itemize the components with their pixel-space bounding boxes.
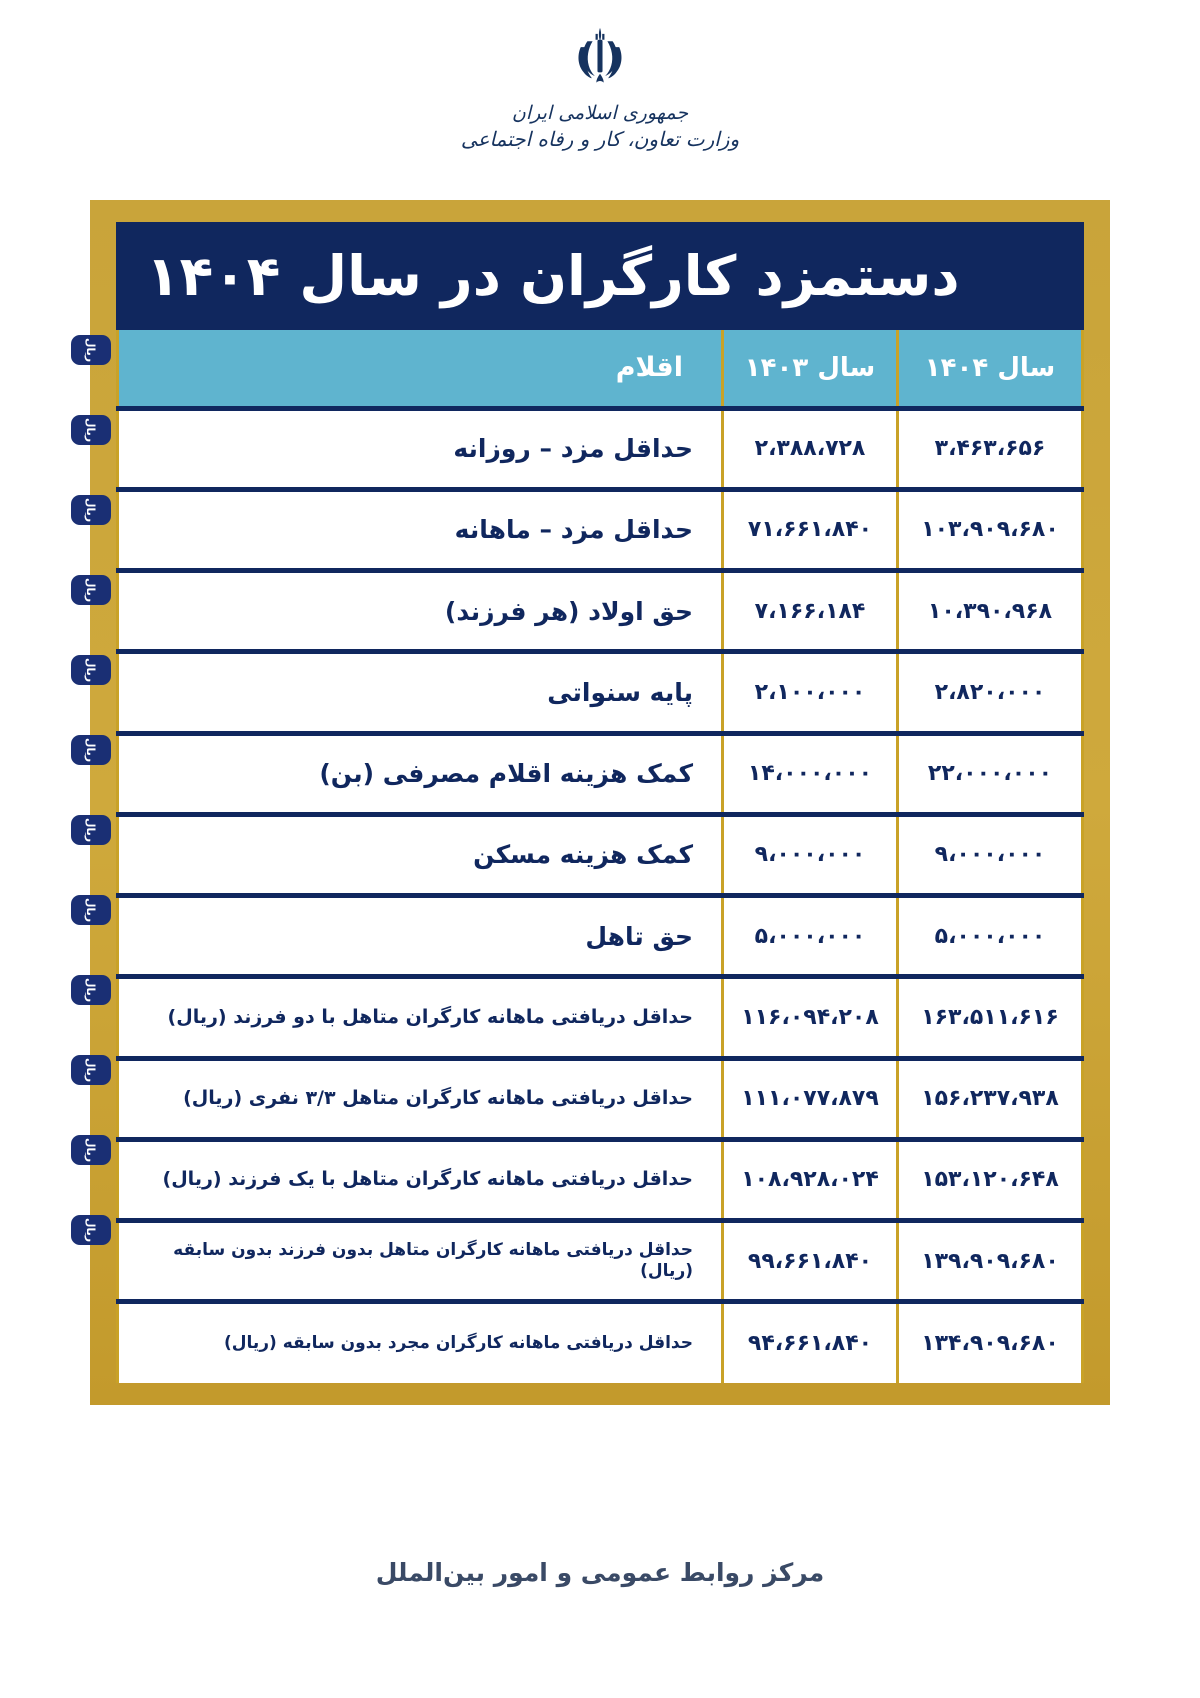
cell-value-1403: ۹،۰۰۰،۰۰۰	[723, 814, 898, 895]
ministry-identity	[461, 102, 739, 151]
cell-value-1403: ۹۴،۶۶۱،۸۴۰	[723, 1302, 898, 1383]
table-row	[118, 1302, 1083, 1383]
table-body	[118, 408, 1083, 1383]
cell-value-1404: ۲۲،۰۰۰،۰۰۰	[898, 733, 1083, 814]
cell-item-label: حداقل دریافتی ماهانه کارگران مجرد بدون سابقه (ریال)	[118, 1302, 723, 1383]
footer	[0, 1558, 1200, 1587]
cell-value-1404: ۲،۸۲۰،۰۰۰	[898, 652, 1083, 733]
footer-text: مرکز روابط عمومی و امور بین‌الملل	[375, 1558, 825, 1587]
currency-badge: ریال	[71, 975, 111, 1005]
table-row	[118, 1221, 1083, 1302]
cell-item-label: حداقل مزد – ماهانه	[118, 489, 723, 570]
currency-badge: ریال	[71, 495, 111, 525]
cell-value-1403: ۵،۰۰۰،۰۰۰	[723, 896, 898, 977]
cell-item-label: حق اولاد (هر فرزند)	[118, 571, 723, 652]
cell-item-label: کمک هزینه اقلام مصرفی (بن)	[118, 733, 723, 814]
table-header	[118, 330, 1083, 408]
cell-value-1403: ۲،۱۰۰،۰۰۰	[723, 652, 898, 733]
cell-value-1403: ۱۴،۰۰۰،۰۰۰	[723, 733, 898, 814]
cell-value-1403: ۷،۱۶۶،۱۸۴	[723, 571, 898, 652]
wage-table	[116, 330, 1084, 1383]
cell-item-label: پایه سنواتی	[118, 652, 723, 733]
cell-value-1404: ۹،۰۰۰،۰۰۰	[898, 814, 1083, 895]
cell-item-label: حداقل دریافتی ماهانه کارگران متاهل بدون فرزند بدون سابقه (ریال)	[118, 1221, 723, 1302]
column-header-year-1403: سال ۱۴۰۳	[723, 330, 898, 408]
table-row	[118, 733, 1083, 814]
currency-badge: ریال	[71, 1135, 111, 1165]
cell-value-1403: ۷۱،۶۶۱،۸۴۰	[723, 489, 898, 570]
table-row	[118, 977, 1083, 1058]
cell-item-label: حداقل دریافتی ماهانه کارگران متاهل با دو فرزند (ریال)	[118, 977, 723, 1058]
wage-card-inner	[116, 222, 1084, 1383]
currency-badge: ریال	[71, 1215, 111, 1245]
cell-value-1404: ۱۶۳،۵۱۱،۶۱۶	[898, 977, 1083, 1058]
column-header-items: اقلام	[118, 330, 723, 408]
ministry-name: وزارت تعاون، کار و رفاه اجتماعی	[460, 127, 740, 151]
currency-badge: ریال	[71, 575, 111, 605]
table-row	[118, 408, 1083, 489]
currency-badge: ریال	[71, 895, 111, 925]
cell-value-1404: ۱۰،۳۹۰،۹۶۸	[898, 571, 1083, 652]
masthead	[0, 0, 1200, 151]
currency-badge: ریال	[71, 335, 111, 365]
country-name: جمهوری اسلامی ایران	[511, 102, 689, 124]
table-row	[118, 814, 1083, 895]
column-header-year-1404: سال ۱۴۰۴	[898, 330, 1083, 408]
cell-value-1404: ۱۳۹،۹۰۹،۶۸۰	[898, 1221, 1083, 1302]
table-row	[118, 1139, 1083, 1220]
table-row	[118, 652, 1083, 733]
cell-value-1403: ۲،۳۸۸،۷۲۸	[723, 408, 898, 489]
cell-item-label: کمک هزینه مسکن	[118, 814, 723, 895]
currency-badge: ریال	[71, 415, 111, 445]
table-row	[118, 571, 1083, 652]
currency-badge: ریال	[71, 815, 111, 845]
cell-value-1404: ۳،۴۶۳،۶۵۶	[898, 408, 1083, 489]
table-row	[118, 1058, 1083, 1139]
iran-emblem-icon	[563, 22, 637, 96]
table-row	[118, 489, 1083, 570]
cell-value-1404: ۱۳۴،۹۰۹،۶۸۰	[898, 1302, 1083, 1383]
cell-item-label: حق تاهل	[118, 896, 723, 977]
cell-value-1403: ۹۹،۶۶۱،۸۴۰	[723, 1221, 898, 1302]
title-banner	[116, 222, 1084, 330]
cell-item-label: حداقل مزد – روزانه	[118, 408, 723, 489]
cell-value-1404: ۱۵۶،۲۳۷،۹۳۸	[898, 1058, 1083, 1139]
cell-value-1404: ۵،۰۰۰،۰۰۰	[898, 896, 1083, 977]
table-row	[118, 896, 1083, 977]
cell-value-1403: ۱۱۱،۰۷۷،۸۷۹	[723, 1058, 898, 1139]
page-title: دستمزد کارگران در سال ۱۴۰۴	[146, 243, 960, 308]
cell-value-1403: ۱۰۸،۹۲۸،۰۲۴	[723, 1139, 898, 1220]
cell-item-label: حداقل دریافتی ماهانه کارگران متاهل با یک فرزند (ریال)	[118, 1139, 723, 1220]
currency-badge: ریال	[71, 655, 111, 685]
cell-value-1404: ۱۵۳،۱۲۰،۶۴۸	[898, 1139, 1083, 1220]
table-header-row	[118, 330, 1083, 408]
cell-value-1404: ۱۰۳،۹۰۹،۶۸۰	[898, 489, 1083, 570]
cell-value-1403: ۱۱۶،۰۹۴،۲۰۸	[723, 977, 898, 1058]
wage-card-frame	[90, 200, 1110, 1405]
cell-item-label: حداقل دریافتی ماهانه کارگران متاهل ۳/۳ نفری (ریال)	[118, 1058, 723, 1139]
currency-badge: ریال	[71, 735, 111, 765]
currency-badge: ریال	[71, 1055, 111, 1085]
